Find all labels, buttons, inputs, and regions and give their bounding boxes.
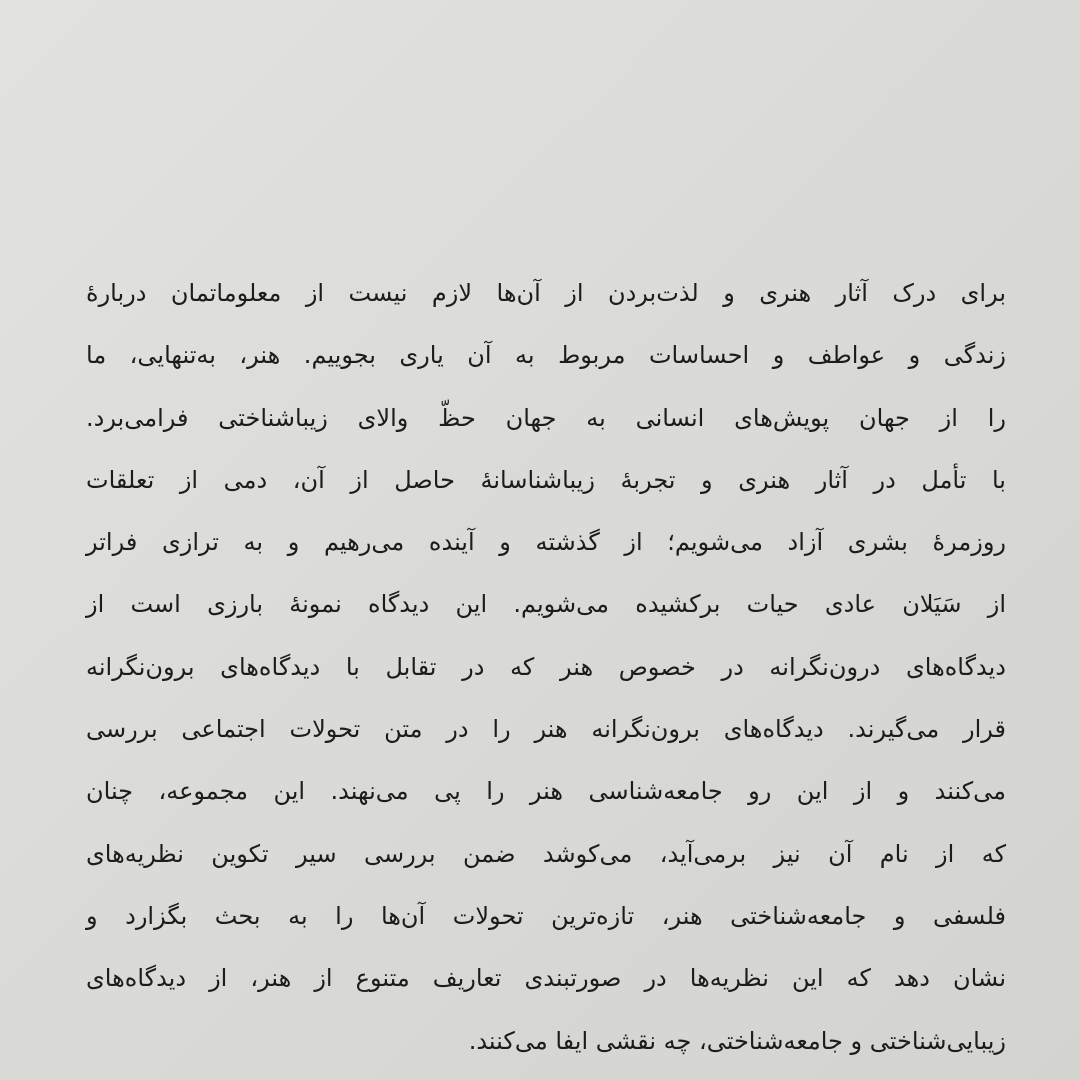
body-paragraph xyxy=(86,262,1006,1072)
text-line: زندگی و عواطف و احساسات مربوط به آن یاری بجوییم. هنر، به‌تنهایی، ما xyxy=(86,341,1006,370)
text-line: که از نام آن نیز برمی‌آید، می‌کوشد ضمن بررسی سیر تکوین نظریه‌های xyxy=(86,839,1006,868)
text-line: فلسفی و جامعه‌شناختی هنر، تازه‌ترین تحولات آن‌ها را به بحث بگزارد و xyxy=(86,901,1006,930)
text-line: زیبایی‌شناختی و جامعه‌شناختی، چه نقشی ایفا می‌کنند. xyxy=(468,1026,1006,1055)
text-line: روزمرۀ بشری آزاد می‌شویم؛ از گذشته و آینده می‌رهیم و به ترازی فراتر xyxy=(86,528,1006,557)
text-line: می‌کنند و از این رو جامعه‌شناسی هنر را پی می‌نهند. این مجموعه، چنان xyxy=(86,777,1006,806)
text-line: قرار می‌گیرند. دیدگاه‌های برون‌نگرانه هنر را در متن تحولات اجتماعی بررسی xyxy=(86,715,1006,744)
text-line: برای درک آثار هنری و لذت‌بردن از آن‌ها لازم نیست از معلوماتمان دربارۀ xyxy=(86,279,1006,307)
text-line: نشان دهد که این نظریه‌ها در صورتبندی تعاریف متنوع از هنر، از دیدگاه‌های xyxy=(86,964,1006,993)
text-line: از سَیَلان عادی حیات برکشیده می‌شویم. این دیدگاه نمونۀ بارزی است از xyxy=(86,590,1006,619)
text-line: را از جهان پویش‌های انسانی به جهان حظّ والای زیباشناختی فرامی‌برد. xyxy=(86,403,1006,432)
text-line: با تأمل در آثار هنری و تجربۀ زیباشناسانۀ حاصل از آن، دمی از تعلقات xyxy=(86,465,1006,494)
text-line: دیدگاه‌های درون‌نگرانه در خصوص هنر که در تقابل با دیدگاه‌های برون‌نگرانه xyxy=(86,652,1006,681)
